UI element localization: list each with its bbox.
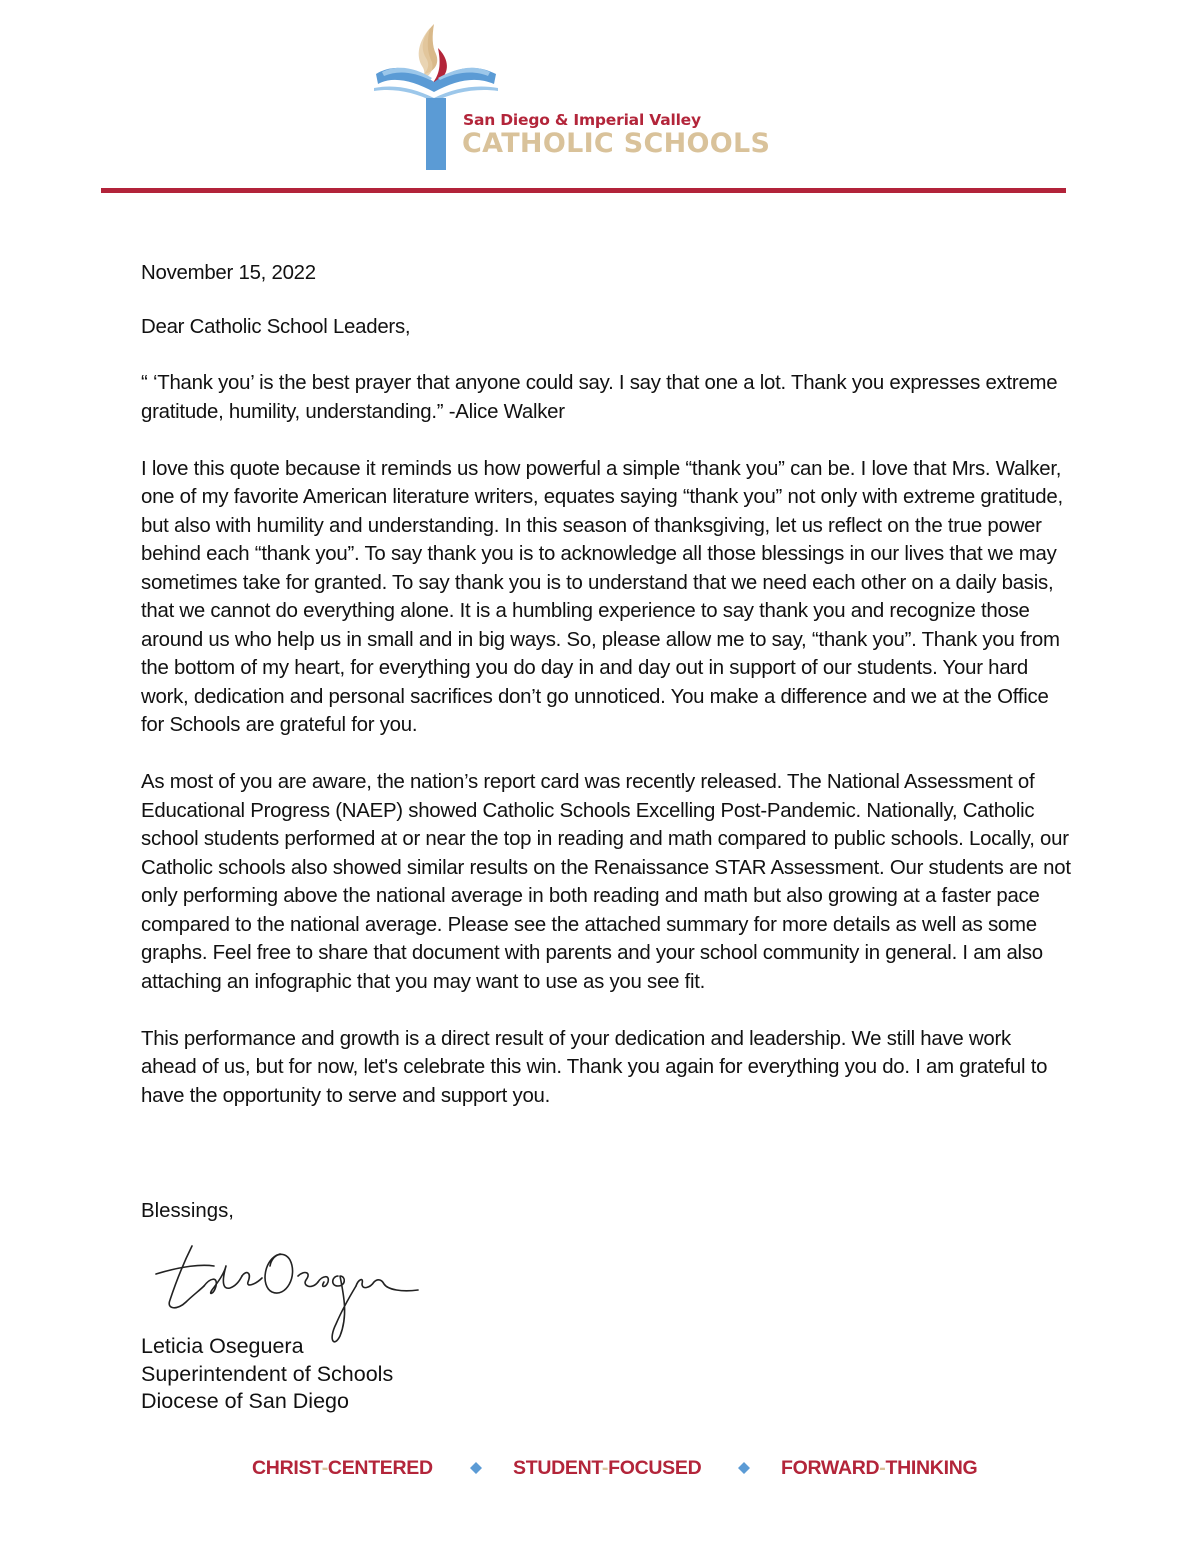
header-divider	[101, 188, 1066, 193]
motto-student-focused: STUDENT-FOCUSED	[513, 1457, 702, 1479]
closing-block	[141, 1197, 541, 1225]
letter-date: November 15, 2022	[141, 262, 316, 284]
motto-forward-thinking: FORWARD-THINKING	[781, 1457, 978, 1479]
signer-title: Superintendent of Schools	[141, 1361, 394, 1386]
catholic-schools-logo	[372, 18, 772, 173]
letter-closing: Blessings,	[141, 1200, 234, 1222]
gratitude-paragraph: I love this quote because it reminds us how powerful a simple “thank you” can be. I love that Mrs. Walker, one of my favorite American literature writers, equates saying “thank you” not only with extreme gratitude, but also with humility and understanding. In this season of thanksgiving, let us reflect on the true power behind each “thank you”. To say thank you is to acknowledge all those blessings in our lives that we may sometimes take for granted. To say thank you is to understand that we need each other on a daily basis, that we cannot do everything alone. It is a humbling experience to say thank you and recognize those around us who help us in small and in big ways. So, please allow me to say, “thank you”. Thank you from the bottom of my heart, for everything you do day in and day out in support of our students. Your hard work, dedication and personal sacrifices don’t go unnoticed. You make a difference and we at the Office for Schools are grateful for you.	[141, 457, 1063, 736]
closing-paragraph: This performance and growth is a direct result of your dedication and leadership. We still have work ahead of us, but for now, let's celebrate this win. Thank you again for everything you do. I am grateful to have the opportunity to serve and support you.	[141, 1027, 1048, 1107]
motto-christ-centered: CHRIST-CENTERED	[252, 1457, 433, 1479]
assessment-paragraph: As most of you are aware, the nation’s report card was recently released. The National Assessment of Educational Progress (NAEP) showed Catholic Schools Excelling Post-Pandemic. Nationally, Catholic school students performed at or near the top in reading and math compared to public schools. Locally, our Catholic schools also showed similar results on the Renaissance STAR Assessment. Our students are not only performing above the national average in both reading and math but also growing at a faster pace compared to the national average. Please see the attached summary for more details as well as some graphs. Feel free to share that document with parents and your school community in general. I am also attaching an infographic that you may want to use as you see fit.	[141, 771, 1071, 993]
footer-motto	[0, 1457, 1200, 1483]
diamond-icon	[470, 1462, 482, 1474]
diamond-icon	[738, 1462, 750, 1474]
signer-organization: Diocese of San Diego	[141, 1389, 349, 1413]
letter-body	[141, 259, 1071, 1139]
logo-subtitle: San Diego & Imperial Valley	[463, 111, 701, 129]
quote-paragraph: “ ‘Thank you’ is the best prayer that anyone could say. I say that one a lot. Thank you expresses extreme gratitude, humility, understanding.” -Alice Walker	[141, 372, 1058, 423]
signer-name: Leticia Oseguera	[141, 1334, 304, 1358]
logo-title: CATHOLIC SCHOOLS	[462, 128, 771, 159]
signature-details	[141, 1333, 393, 1416]
letter-greeting: Dear Catholic School Leaders,	[141, 315, 411, 338]
